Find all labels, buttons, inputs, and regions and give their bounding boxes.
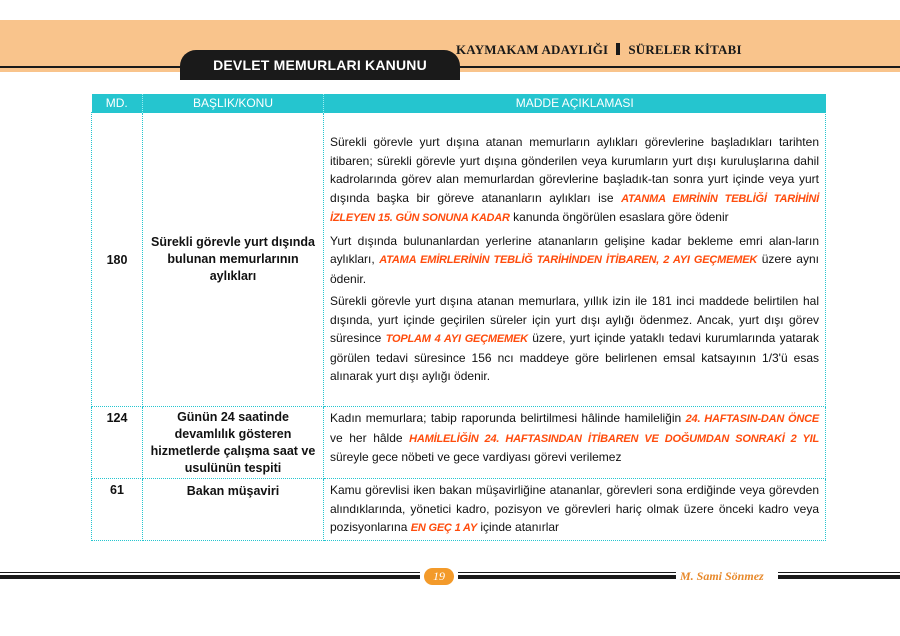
description-paragraph [330,481,819,538]
description-paragraph [330,409,819,467]
description-text: Yurt dışında bulunanlardan yerlerine atananların gelişine kadar bekleme emri alan-ların aylıkları, [330,233,819,267]
description-text: üzere, yurt içinde yataklı tedavi kurumlarında yatarak görülen tedavi süresince 156 ncı maddeye göre belirlenen emsal katsayının 1/3'ü esas alınarak yurt dışı aylığı ödenir. [330,331,819,384]
law-articles-table [91,94,826,541]
column-header-description: MADDE AÇIKLAMASI [324,94,826,113]
article-topic: Sürekli görevle yurt dışında bulunan memurlarının aylıkları [143,113,324,407]
description-text: Kadın memurlara; tabip raporunda belirtilmesi hâlinde hamileliğin [330,411,682,425]
article-description [324,479,826,541]
article-number: 61 [92,479,143,541]
table-row [92,407,826,479]
author-name: M. Sami Sönmez [680,569,764,583]
table-header-row [92,94,826,113]
description-text: Kamu görevlisi iken bakan müşavirliğine atananlar, görevleri sona erdiğinde veya görevden alındıklarında, yönetici kadro, pozisyon ve görevleri hariç olmak üzere önceki kadro veya pozisyonlarına [330,483,819,535]
highlighted-duration: TOPLAM 4 AYI GEÇMEMEK [385,333,528,346]
description-text: üzere aynı ödenir. [330,252,819,286]
book-title-right: SÜRELER KİTABI [628,42,742,57]
table-row [92,113,826,407]
description-text: kanunda öngörülen esaslara göre ödenir [513,210,729,225]
article-description [324,113,826,407]
footer-rule-middle [458,575,676,579]
article-number: 124 [92,407,143,479]
highlighted-duration: 24. HAFTASIN-DAN ÖNCE [685,413,819,425]
highlighted-duration: ATANMA EMRİNİN TEBLİĞİ TARİHİNİ İZLEYEN 15. GÜN SONUNA KADAR [330,192,819,225]
column-header-md: MD. [92,94,143,113]
footer-rule-left [0,575,420,579]
article-topic: Günün 24 saatinde devamlılık gösteren hizmetlerde çalışma saat ve usulünün tespiti [143,407,324,479]
description-text: içinde atanırlar [480,520,560,535]
description-text: ve her hâlde [330,430,403,445]
article-topic: Bakan müşaviri [143,479,324,541]
highlighted-duration: HAMİLELİĞİN 24. HAFTASINDAN İTİBAREN VE DOĞUMDAN SONRAKİ 2 YIL [409,432,820,445]
column-header-topic: BAŞLIK/KONU [143,94,324,113]
description-paragraph [330,232,819,289]
description-paragraph [330,292,819,386]
article-number: 180 [92,113,143,407]
footer-rule-right [778,575,900,579]
article-description [324,407,826,479]
description-text: süreyle gece nöbeti ve gece vardiyası görevi verilemez [330,450,622,464]
description-text: Sürekli görevle yurt dışına atanan memurların aylıkları görevlerine başladıkları tarihten itibaren; sürekli görevle yurt dışına gönderilen veya kurumların yurt dışı kuruluşlarına dahil kadrolarında görev alan memurlardan görevlerine başladık-tan sonra yurt içinde veya yurt dışında başka bir göreve atananların aylıkları ise [330,135,819,205]
table-row [92,479,826,541]
section-title: DEVLET MEMURLARI KANUNU [180,50,460,80]
title-separator [616,43,620,55]
description-text: Sürekli görevle yurt dışına atanan memurlara, yıllık izin ile 181 inci maddede belirtilen hal dışında, yurt içinde geçirilen süreler için yurt dışı aylığı ödenmez. Ancak, yurt dışı görev süresince [330,294,819,346]
page-number-badge: 19 [424,568,454,585]
book-title-left: KAYMAKAM ADAYLIĞI [456,42,609,57]
highlighted-duration: ATAMA EMİRLERİNİN TEBLİĞ TARİHİNDEN İTİBAREN, 2 AYI GEÇMEMEK [379,254,758,267]
book-title [456,42,742,58]
highlighted-duration: EN GEÇ 1 AY [410,522,477,535]
description-paragraph [330,133,819,228]
